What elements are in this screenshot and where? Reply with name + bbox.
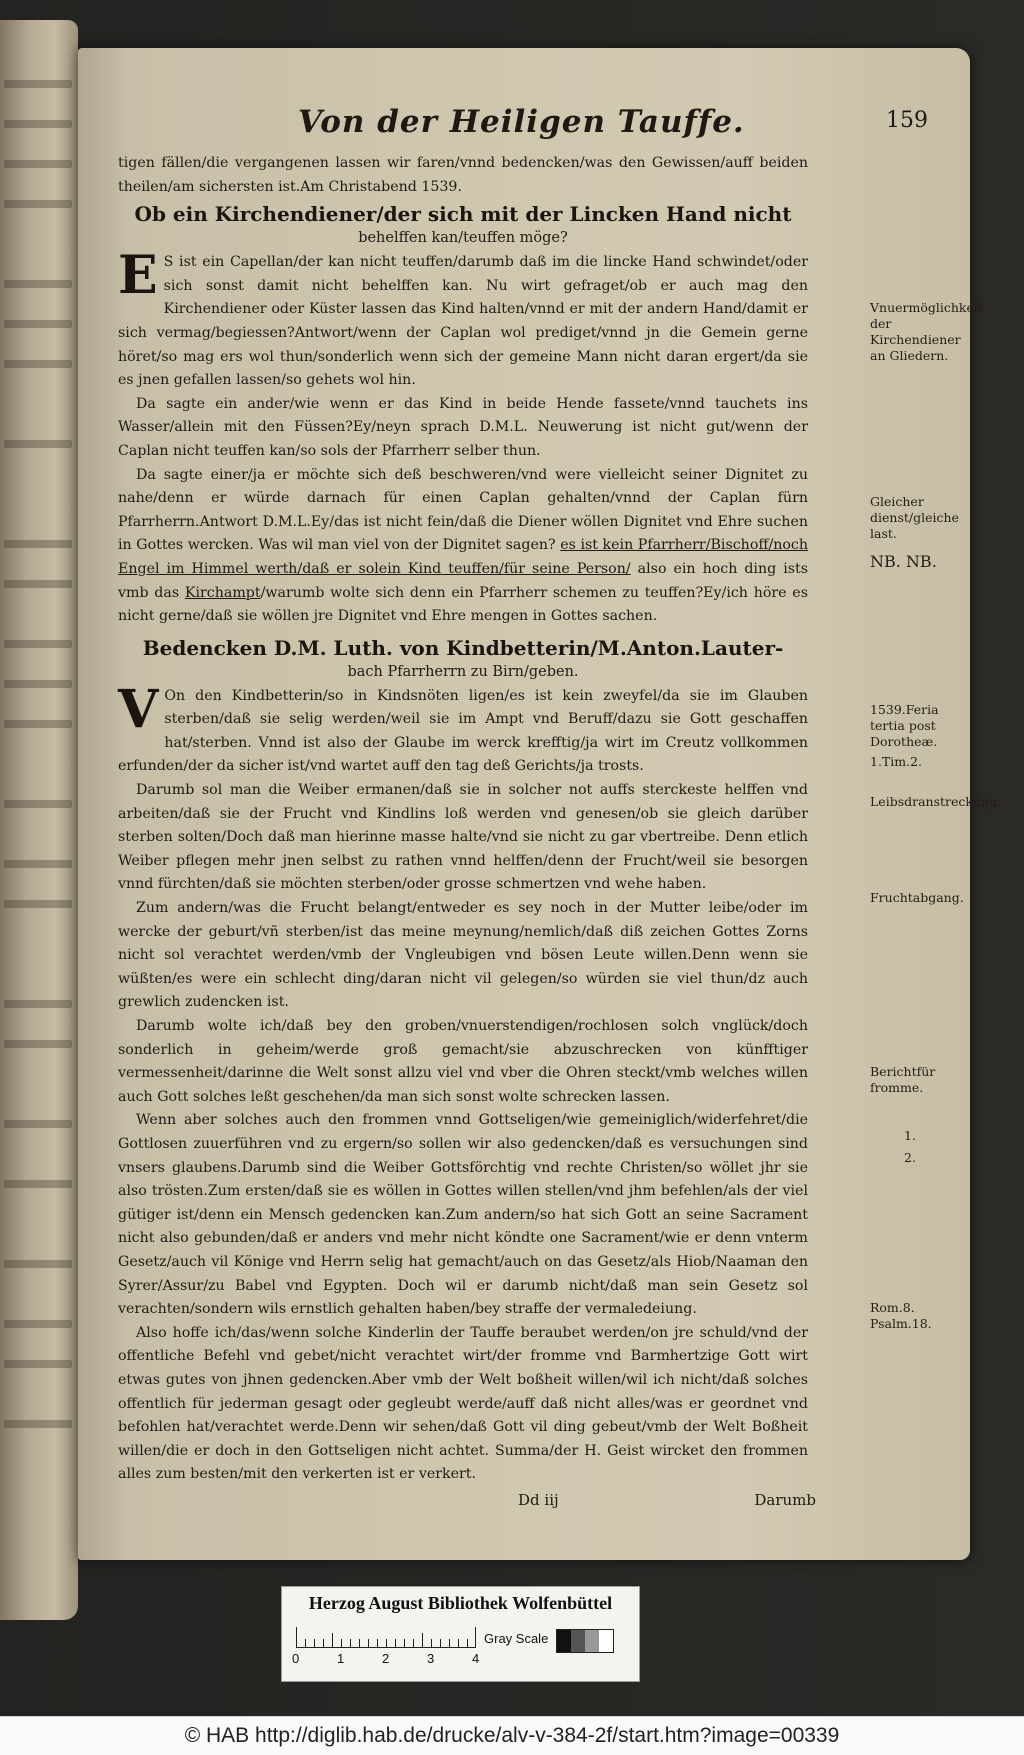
paragraph-3-b: also ein hoch ding ists vmb das [118,560,809,601]
margin-note-8: 2. [904,1150,916,1165]
ruler-num-2: 2 [382,1651,390,1666]
drop-cap-v: V [118,678,159,740]
drop-cap-e: E [118,245,158,307]
running-head [118,104,928,152]
paragraph-4-text: On den Kindbetterin/so in Kindsnöten ligen/es ist kein zweyfel/da sie im Glauben sterben/daß sie selig werden/weil sie im Ampt vnd Beruff/dazu sie Gott geschaffen hat/sterben. Vnnd ist also der Glaube im werck krefftig/ja wirt im Creutz vollkommen erfunden/der da sicher ist/vnd wartet auff den tag deß Gerichts/ja trosts. [118,687,808,775]
heading-2-sub: bach Pfarrherrn zu Birn/geben. [347,663,579,680]
margin-note-1: Vnuermöglichkeit der Kirchendiener an Gliedern. [870,300,983,363]
margin-note-3b: 1.Tim.2. [870,754,923,769]
paragraph-5: Darumb sol man die Weiber ermanen/daß sie in solcher not auffs sterckeste helffen vnd arbeiten/daß sie der Frucht vnd Kindlins loß werden vnd genesen/ob sie gleich darüber sterben solten/Doch daß man hierinne masse halte/vnd sie nicht zu gar vbertreibe. Denn etlich Weiber pflegen mehr jnen selbst zu rathen vnnd helffen/denn der Frucht/weil sie besorgen vnnd fürchten/daß sie möchten sterben/oder grosse schmertzen vnd wehe haben. [118,782,808,893]
underlined-passage: es ist kein Pfarrherr/Bischoff/noch Engel im Himmel werth/daß er solein Kind teuffen/für seine Person/ [118,537,808,577]
book-page [78,48,1002,1560]
scale-ruler [296,1627,476,1648]
paragraph-3-c: /warumb wolte sich denn ein Pfarrherr schemen zu teuffen?Ey/ich höre es nicht gerne/daß sie wöllen jre Dignitet vnd Ehre mengen in Gottes sachen. [118,584,808,625]
paragraph-0: tigen fällen/die vergangenen lassen wir faren/vnnd bedencken/was den Gewissen/auff beiden theilen/am sichersten ist.Am Christabend 1539. [118,155,808,195]
main-text [118,152,808,1487]
copyright-url-bar: © HAB http://diglib.hab.de/drucke/alv-v-384-2f/start.htm?image=00339 [0,1716,1024,1755]
paragraph-6: Zum andern/was die Frucht belangt/entweder es sey noch in der Mutter leibe/oder im wercke der geburt/vñ sterben/ist das meine meynung/nemlich/daß diß zeichen Gottes Zorns nicht sol verachtet werden/vmb der Vngleubigen vnd bösen Leute willen.Denn wenn sie wüßten/es were ein schlecht ding/daran nicht vil gelegen/so würden sie viel thun/dz auch grewlich zudencken ist. [118,900,808,1011]
margin-note-9: Rom.8. Psalm.18. [870,1300,932,1331]
paragraph-1-text: S ist ein Capellan/der kan nicht teuffen/darumb daß im die lincke Hand schwindet/oder sich sonst damit nicht behelffen kan. Nu wirt gefraget/ob er auch mag den Kirchendiener oder Küster lassen das Kind halten/vnnd er mit der andern Hand/damit er sich vermag/begiessen?Antwort/wenn der Caplan wol prediget/vnnd jn die Gemein gerne höret/so mag ers wol thun/sonderlich wenn sich der gemeine Mann nicht daran ergert/da sie es jnen gefallen lassen/so gehets wol hin. [118,254,808,389]
paragraph-4 [118,678,808,779]
margin-note-3: 1539.Feria tertia post Dorotheæ. [870,702,939,749]
ruler-num-0: 0 [292,1651,300,1666]
margin-note-7: 1. [904,1128,916,1143]
running-title: Von der Heiligen Tauffe. [298,104,745,140]
ruler-num-4: 4 [472,1651,480,1666]
library-label [281,1586,640,1682]
left-page-edge [0,20,78,1620]
ruler-num-1: 1 [337,1651,345,1666]
margin-note-5: Fruchtabgang. [870,890,964,905]
margin-note-nb: NB. NB. [870,552,937,571]
gray-scale-label: Gray Scale [484,1631,549,1646]
paragraph-3-a: Da sagte einer/ja er möchte sich deß beschweren/vnd were vielleicht seiner Dignitet zu nahe/denn er würde darnach für einen Caplan gehalten/vnnd der Caplan fürn Pfarrherrn.Antwort D.M.L.Ey/das ist nicht fein/daß die Diener wöllen Dignitet vnd Ehre suchen in Gottes wercken. Was wil man viel von der Dignitet sagen? [118,466,808,554]
paragraph-8: Wenn aber solches auch den frommen vnnd Gottseligen/wie gemeiniglich/widerfehret/die Gottlosen zuuerführen vnd zu ergern/so sollen wir also gedencken/daß es versuchungen sind vnsers glaubens.Darumb sind die Weiber Gottsförchtig vnd rechte Christen/so wöllet jhr sie also trösten.Zum ersten/daß sie es wöllen in Gottes willen stellen/vnd jhm befehlen/als der viel gütiger ist/denn ein Mensch gedencken kan.Zum andern/so hat sich Gott an seine Sacrament nicht also gebunden/daß er anders vnd mehr nicht köndte one Sacrament/wie er denn vnterm Gesetz/auch vil Könige vnd Herrn selig hat gemacht/auch on das Gesetz/als Hiob/Naaman den Syrer/Assur/zu Babel vnd Egypten. Doch wil er darumb nicht/daß man sein Gesetz sol verachten/sondern wils ernstlich gehalten haben/bey straffe der vermaledeiung. [118,1112,808,1318]
heading-1-sub: behelffen kan/teuffen möge? [358,230,568,247]
ruler-num-3: 3 [427,1651,435,1666]
signature-mark: Dd iij [518,1490,559,1509]
paragraph-7: Darumb wolte ich/daß bey den groben/vnuerstendigen/rochlosen solch vnglück/doch sonderlich in geheim/werde groß gemacht/sie abzuschrecken von künfftiger vermessenheit/darinne die Welt sonst allzu viel vnd vber die Ohren steckt/vmb welches willen auch Gott solches leßt geschehen/da man sich sonst wolte schrecken lassen. [118,1018,808,1105]
gray-scale-swatch [556,1629,614,1653]
paragraph-2: Da sagte ein ander/wie wenn er das Kind in beide Hende fassete/vnnd tauchets ins Wasser/allein mit den Füssen?Ey/neyn sprach D.M.L. Neuwerung ist nicht gut/wenn der Caplan nicht teuffen kan/so sols der Pfarrherr selber thun. [118,395,808,459]
page-number: 159 [886,108,928,133]
heading-1: Ob ein Kirchendiener/der sich mit der Lincken Hand nicht [134,202,792,227]
library-name: Herzog August Bibliothek Wolfenbüttel [308,1593,613,1613]
page-content [118,104,1002,1517]
paragraph-3 [118,464,808,629]
margin-note-2: Gleicher dienst/gleiche last. [870,494,959,541]
catchword: Darumb [754,1490,816,1509]
margin-note-6: Berichtfür fromme. [870,1064,936,1095]
heading-2: Bedencken D.M. Luth. von Kindbetterin/M.Anton.Lauter- [142,635,784,660]
underlined-word: Kirchampt [184,584,261,601]
paragraph-1 [118,245,808,393]
page-foot [118,1490,816,1517]
margin-note-4: Leibsdranstreckung. [870,794,1002,809]
paragraph-9: Also hoffe ich/das/wenn solche Kinderlin der Tauffe beraubet werden/on jre schuld/vnd der offentliche Befehl vnd gebet/nicht verachtet wirt/der fromme vnd Barmhertzige Gott wirt etwas gutes von jhnen gedencken.Aber vmb der Welt boßheit willen/wil ich nicht/daß solches offentlich für jederman gesagt oder gegleubt werde/auff daß nicht alles/was er geordnet vnd befohlen hat/verachtet werde.Denn wir sehen/daß Gott vil ding gebeut/vmb der Welt Boßheit willen/die er doch in den Gottseligen nicht achtet. Summa/der H. Geist wircket den frommen alles zum besten/mit den verkerten ist er verkert. [118,1324,808,1483]
